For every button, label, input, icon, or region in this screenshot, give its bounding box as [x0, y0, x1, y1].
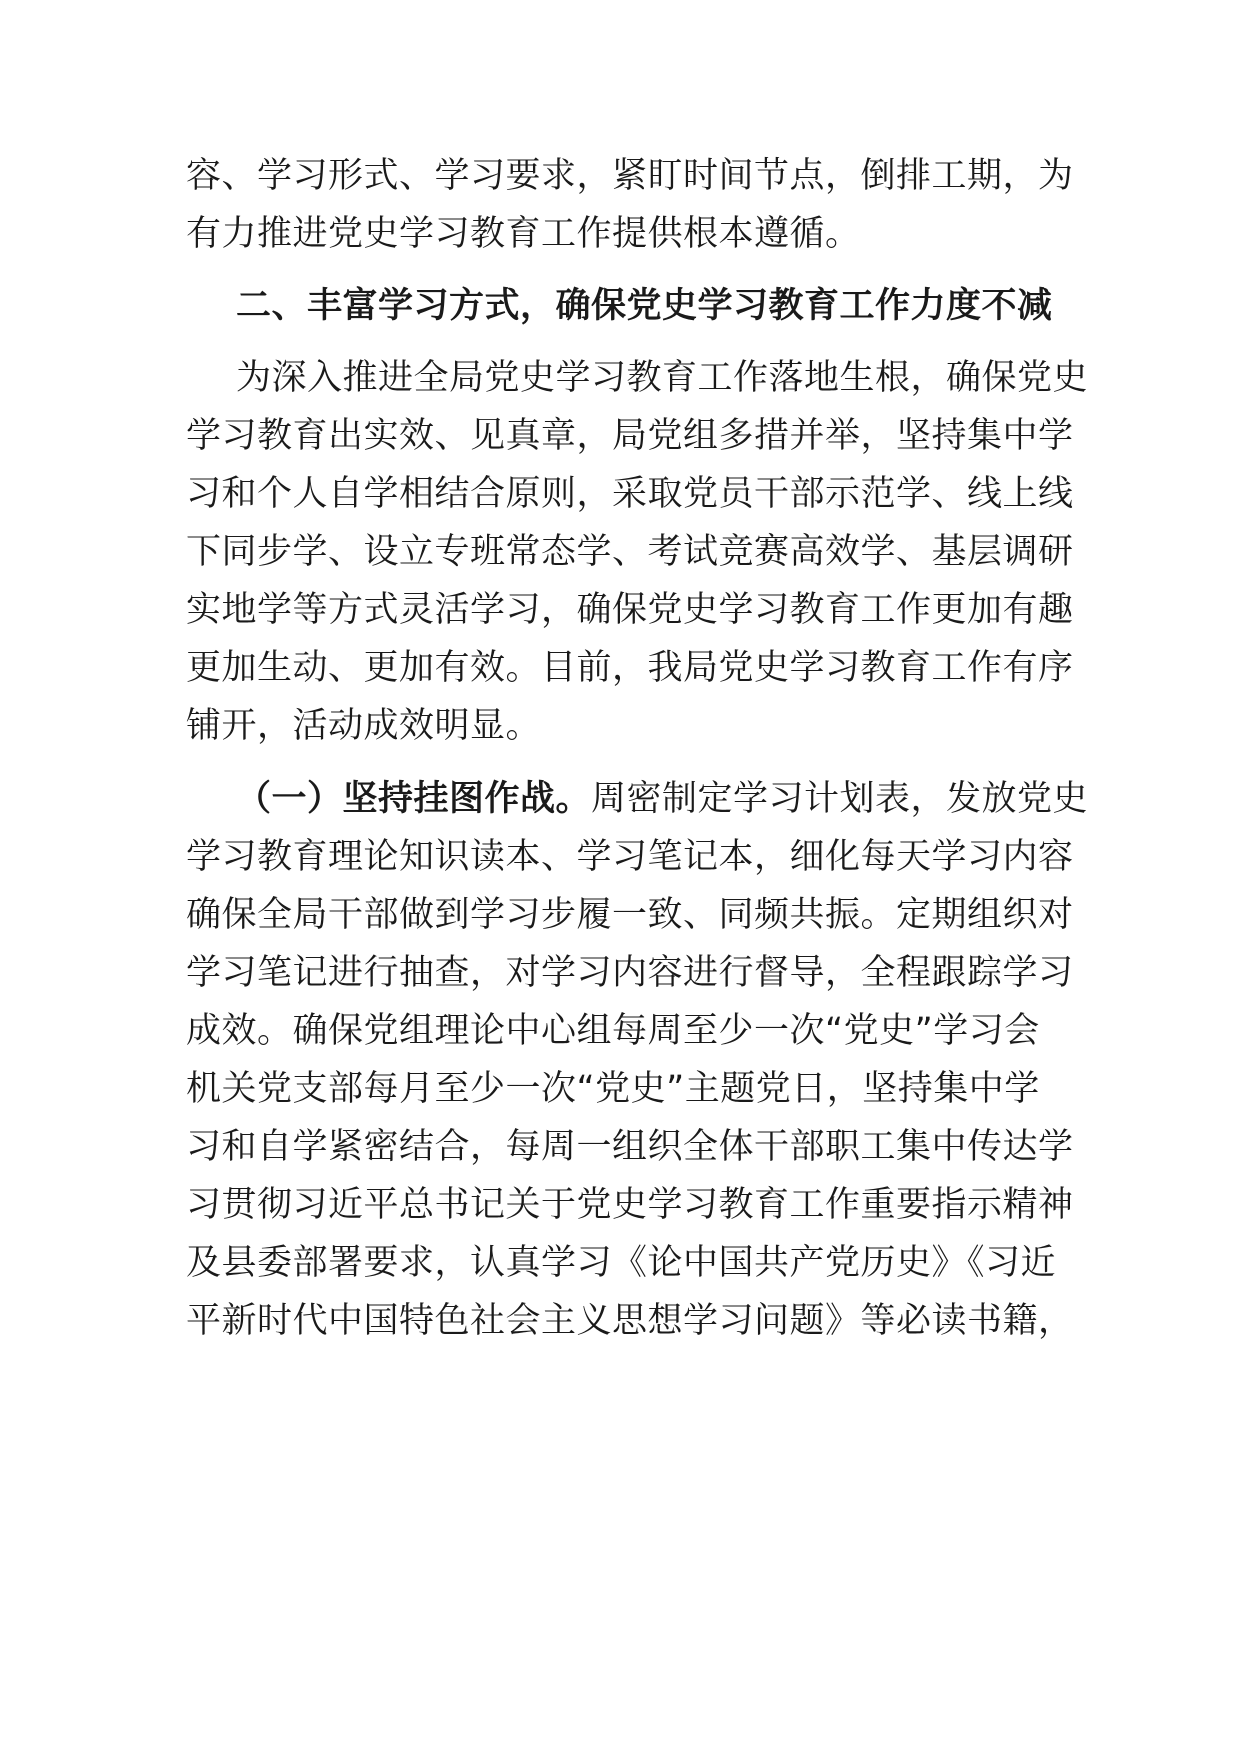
paragraph-line: 铺开，活动成效明显。	[186, 706, 542, 746]
paragraph-line: 有力推进党史学习教育工作提供根本遵循。	[186, 214, 861, 254]
paragraph-line: 确保全局干部做到学习步履一致、同频共振。定期组织对	[186, 895, 1074, 935]
subsection-title: （一）坚持挂图作战。	[236, 779, 592, 819]
paragraph-line: 学习教育出实效、见真章，局党组多措并举，坚持集中学	[186, 416, 1074, 456]
section-heading: 二、丰富学习方式，确保党史学习教育工作力度不减	[236, 286, 1053, 326]
paragraph-line: 及县委部署要求，认真学习《论中国共产党历史》《习近	[186, 1243, 1057, 1283]
paragraph-line: 习和自学紧密结合，每周一组织全体干部职工集中传达学	[186, 1127, 1074, 1167]
paragraph-line: 习和个人自学相结合原则，采取党员干部示范学、线上线	[186, 474, 1074, 514]
paragraph-line: 成效。确保党组理论中心组每周至少一次“党史”学习会	[186, 1011, 1040, 1051]
paragraph-line: 机关党支部每月至少一次“党史”主题党日，坚持集中学	[186, 1069, 1040, 1109]
paragraph-line: 实地学等方式灵活学习，确保党史学习教育工作更加有趣	[186, 590, 1074, 630]
subsection-first-line	[236, 767, 1088, 831]
paragraph-line: 学习笔记进行抽查，对学习内容进行督导，全程跟踪学习	[186, 953, 1074, 993]
paragraph-line: 为深入推进全局党史学习教育工作落地生根，确保党史	[236, 358, 1089, 398]
paragraph-line: 更加生动、更加有效。目前，我局党史学习教育工作有序	[186, 648, 1074, 688]
paragraph-line: 下同步学、设立专班常态学、考试竞赛高效学、基层调研	[186, 532, 1074, 572]
subsection-text: 周密制定学习计划表，发放党史	[591, 779, 1089, 819]
paragraph-line: 习贯彻习近平总书记关于党史学习教育工作重要指示精神	[186, 1185, 1074, 1225]
paragraph-line: 平新时代中国特色社会主义思想学习问题》等必读书籍，	[186, 1301, 1074, 1341]
paragraph-line: 容、学习形式、学习要求，紧盯时间节点，倒排工期，为	[186, 156, 1074, 196]
paragraph-line: 学习教育理论知识读本、学习笔记本，细化每天学习内容	[186, 837, 1074, 877]
